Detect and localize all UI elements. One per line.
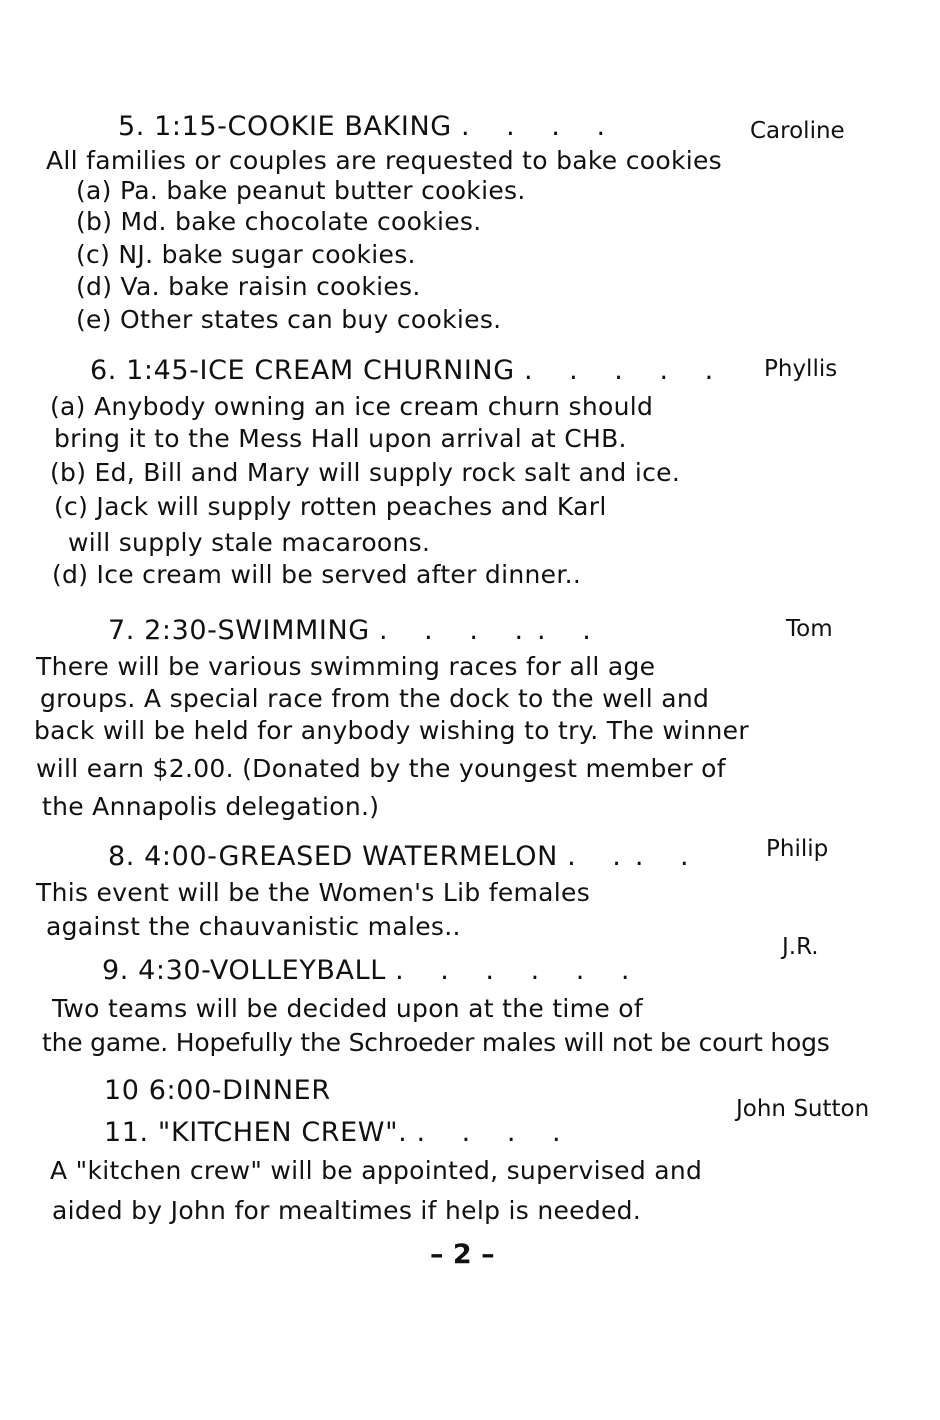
section-person: J.R. (782, 934, 819, 960)
section-text-line: A "kitchen crew" will be appointed, supervised and (50, 1156, 703, 1185)
section-text-line: This event will be the Women's Lib females (36, 878, 591, 907)
section-text-line: All families or couples are requested to bake cookies (46, 146, 722, 175)
section-heading: 6. 1:45-ICE CREAM CHURNING . . . . . (90, 355, 728, 386)
section-text-line: (c) Jack will supply rotten peaches and Karl (54, 492, 607, 521)
section-text-line: the game. Hopefully the Schroeder males will not be court hogs (42, 1028, 830, 1057)
page-number: – 2 – (430, 1239, 495, 1270)
section-text-line: There will be various swimming races for all age (36, 652, 656, 681)
section-person: John Sutton (736, 1096, 870, 1122)
section-person: Philip (766, 836, 829, 862)
section-text-line: will earn $2.00. (Donated by the youngest member of (36, 754, 726, 783)
section-heading: 7. 2:30-SWIMMING . . . .. . (108, 615, 605, 646)
section-text-line: bring it to the Mess Hall upon arrival at CHB. (54, 424, 627, 453)
section-text-line: will supply stale macaroons. (68, 528, 431, 557)
section-text-line: aided by John for mealtimes if help is needed. (52, 1196, 642, 1225)
section-person: Tom (786, 616, 833, 642)
section-text-line: (e) Other states can buy cookies. (76, 305, 502, 334)
section-heading: 10 6:00-DINNER (104, 1075, 331, 1106)
section-text-line: (a) Pa. bake peanut butter cookies. (76, 176, 526, 205)
section-text-line: back will be held for anybody wishing to try. The winner (34, 716, 749, 745)
section-text-line: (d) Ice cream will be served after dinner.. (52, 560, 582, 589)
section-heading: 9. 4:30-VOLLEYBALL . . . . . . (102, 955, 644, 986)
section-person: Caroline (750, 118, 845, 144)
section-text-line: (b) Ed, Bill and Mary will supply rock salt and ice. (50, 458, 681, 487)
section-heading: 5. 1:15-COOKIE BAKING . . . . (118, 111, 620, 142)
section-text-line: against the chauvanistic males.. (46, 912, 461, 941)
section-text-line: (d) Va. bake raisin cookies. (76, 272, 421, 301)
section-text-line: (a) Anybody owning an ice cream churn should (50, 392, 654, 421)
section-text-line: (b) Md. bake chocolate cookies. (76, 207, 482, 236)
section-text-line: the Annapolis delegation.) (42, 792, 380, 821)
section-heading: 11. "KITCHEN CREW". . . . . (104, 1117, 575, 1148)
section-text-line: groups. A special race from the dock to the well and (40, 684, 710, 713)
section-text-line: Two teams will be decided upon at the time of (52, 994, 643, 1023)
section-text-line: (c) NJ. bake sugar cookies. (76, 240, 416, 269)
section-person: Phyllis (764, 356, 838, 382)
section-heading: 8. 4:00-GREASED WATERMELON . .. . (108, 841, 703, 872)
